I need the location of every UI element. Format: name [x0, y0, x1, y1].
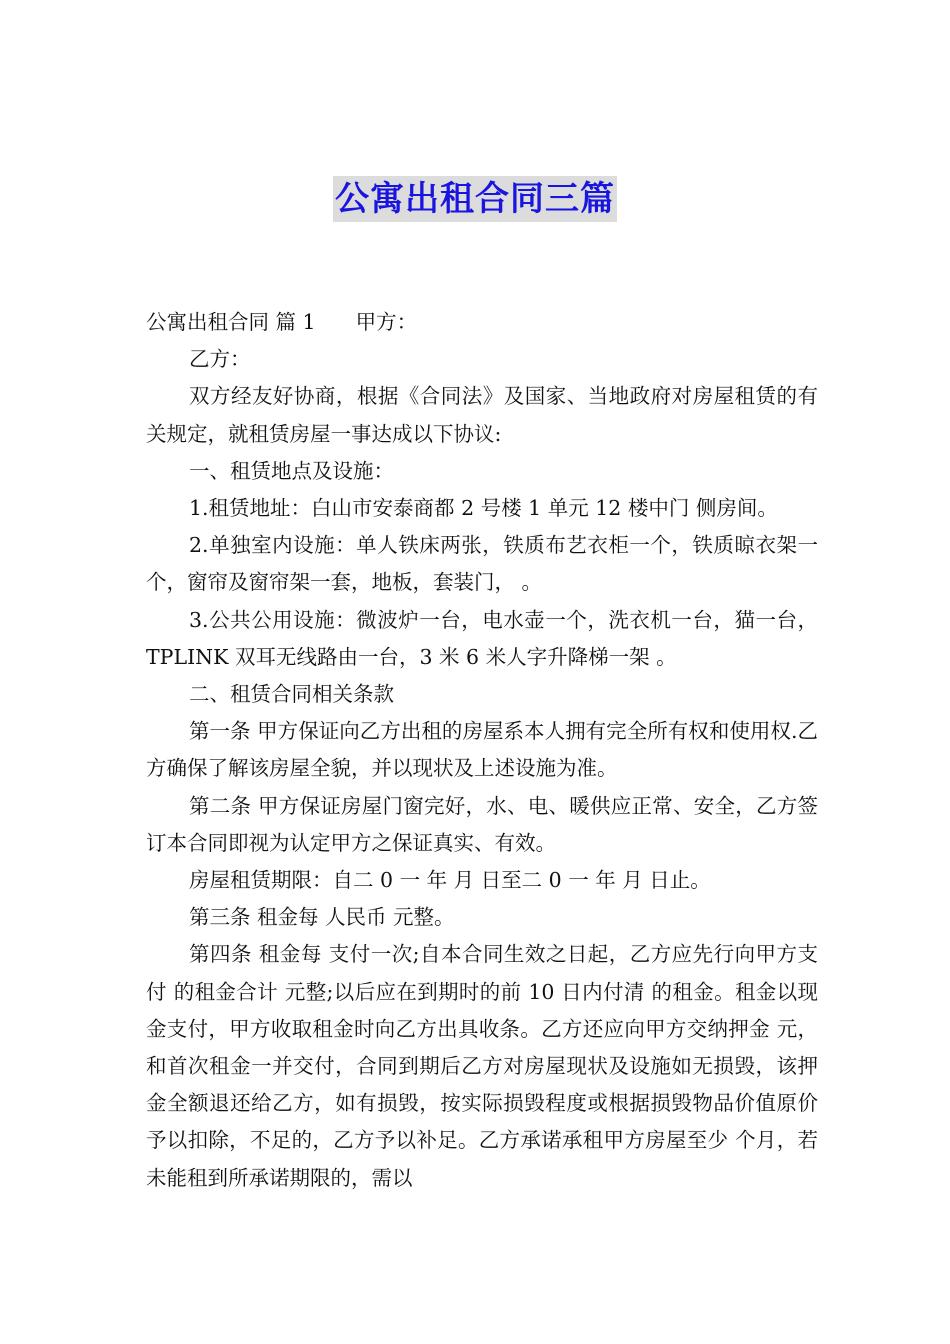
paragraph-article-3: 第三条 租金每 人民币 元整。 [189, 905, 455, 930]
paragraph-public-facilities: 3.公共公用设施：微波炉一台，电水壶一个，洗衣机一台，猫一台，TPLINK 双耳无线路由一台，3 米 6 米人字升降梯一架 。 [146, 607, 818, 669]
paragraph-intro: 双方经友好协商，根据《合同法》及国家、当地政府对房屋租赁的有关规定，就租赁房屋一事达成以下协议: [146, 384, 818, 446]
contract-heading: 公寓出租合同 篇 1 [146, 310, 316, 334]
paragraph-party-b: 乙方： [189, 347, 251, 372]
document-body [146, 304, 818, 1197]
document-title: 公寓出租合同三篇 [333, 176, 617, 222]
paragraph-address: 1.租赁地址：白山市安泰商都 2 号楼 1 单元 12 楼中门 侧房间。 [189, 496, 778, 521]
section-heading-terms: 二、租赁合同相关条款 [189, 682, 394, 707]
paragraph-room-facilities: 2.单独室内设施：单人铁床两张，铁质布艺衣柜一个，铁质晾衣架一个，窗帘及窗帘架一套，地板，套装门， 。 [146, 533, 818, 595]
first-line [146, 304, 818, 341]
title-container [0, 176, 950, 222]
paragraph-article-4: 第四条 租金每 支付一次;自本合同生效之日起，乙方应先行向甲方支付 的租金合计 元整;以后应在到期时的前 10 日内付清 的租金。租金以现金支付，甲方收取租金时向乙方出具收条。乙方还应向甲方交纳押金 元，和首次租金一并交付，合同到期后乙方对房屋现状及设施如无损毁，该押金全额退还给乙方，如有损毁，按实际损毁程度或根据损毁物品价值原价予以扣除，不足的，乙方予以补足。乙方承诺承租甲方房屋至少 个月，若未能租到所承诺期限的，需以 [146, 942, 818, 1190]
paragraph-lease-term: 房屋租赁期限：自二 0 一 年 月 日至二 0 一 年 月 日止。 [189, 868, 711, 893]
paragraph-article-1: 第一条 甲方保证向乙方出租的房屋系本人拥有完全所有权和使用权.乙方确保了解该房屋全貌，并以现状及上述设施为准。 [146, 719, 818, 781]
paragraph-article-2: 第二条 甲方保证房屋门窗完好，水、电、暖供应正常、安全，乙方签订本合同即视为认定甲方之保证真实、有效。 [146, 793, 818, 855]
section-heading-location: 一、租赁地点及设施： [189, 458, 394, 483]
party-a-label: 甲方： [355, 310, 418, 334]
